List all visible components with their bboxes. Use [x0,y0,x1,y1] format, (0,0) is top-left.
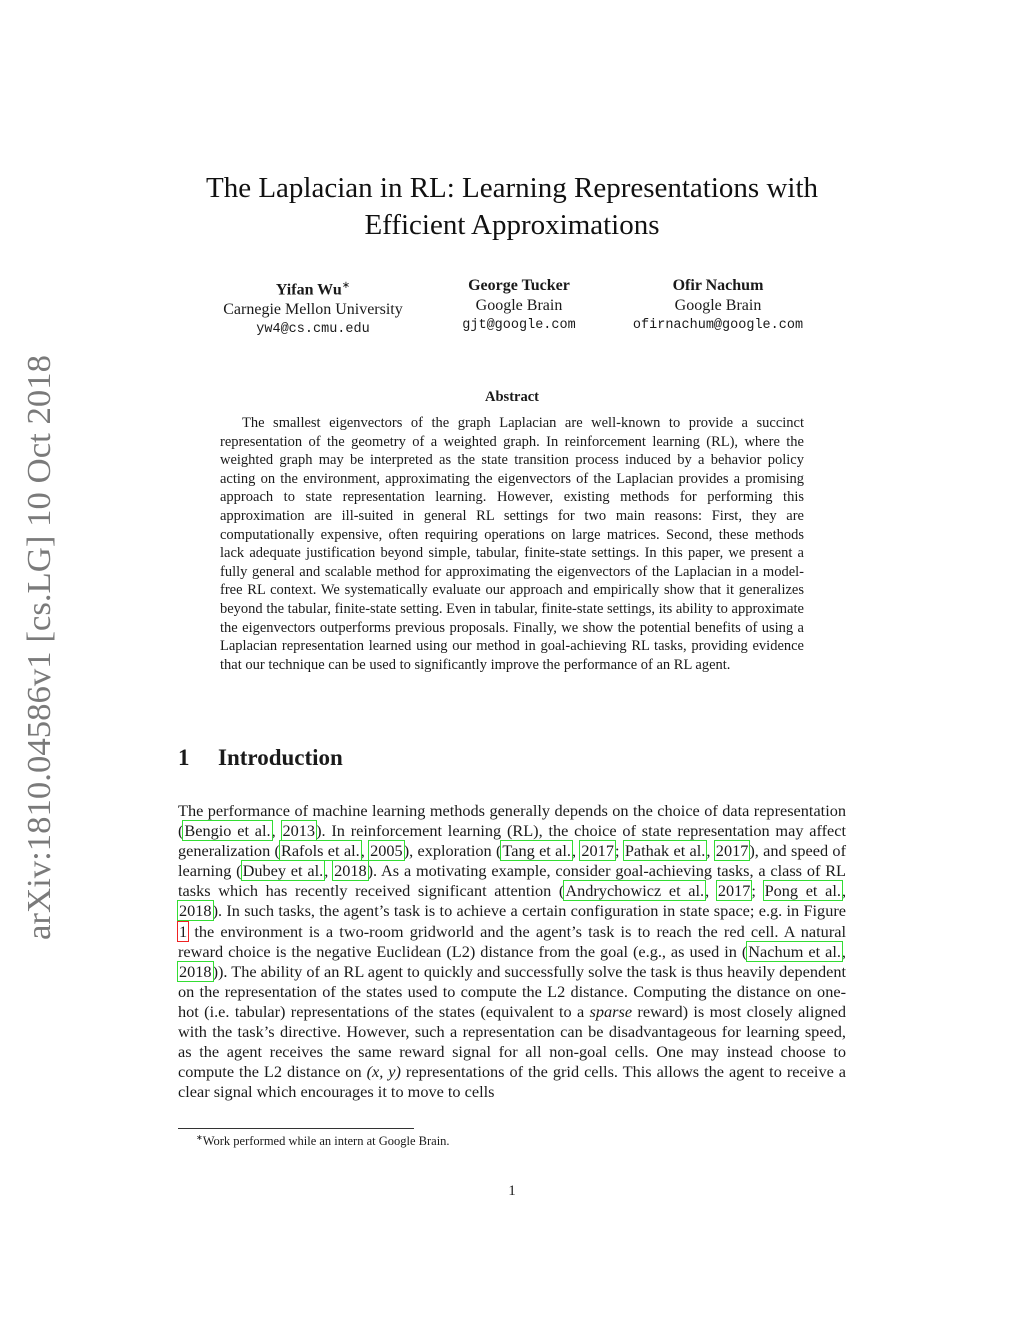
footnote-divider [178,1128,414,1129]
intro-text: ), exploration ( [403,841,502,861]
author-1 [203,276,423,340]
footnote-marker: ∗ [341,280,351,291]
intro-text: reward) is most closely aligned with the task’s directive. However, such a representation can be disadvantageous for learning speed, as the agent receives the same reward signal for all non-goal cells. One may instead choose to compute the L2 distance on [178,1001,847,1082]
citation-year-link[interactable]: 2013 [282,821,316,841]
author-name: George Tucker [468,277,570,294]
citation-year-link[interactable]: 2017 [715,841,749,861]
author-affiliation: Google Brain [475,297,563,314]
title-line-2: Efficient Approximations [364,209,660,241]
footnote-marker: ∗ [196,1133,203,1142]
citation-year-link[interactable]: 2005 [370,841,403,861]
intro-text: ). In reinforcement learning (RL), the choice of state representation may affect generalization ( [178,821,847,861]
citation-link[interactable]: Pong et al. [764,881,841,901]
title-line-1: The Laplacian in RL: Learning Representations with [205,172,819,204]
author-affiliation: Google Brain [674,297,762,314]
author-email[interactable]: ofirnachum@google.com [632,318,804,333]
math-xy: (x, y) [366,1062,401,1082]
citation-link[interactable]: Nachum et al. [748,941,841,961]
introduction-paragraph: The performance of machine learning methods generally depends on the choice of data representation (Bengio et al., 2013). In reinforcement learning (RL), the choice of state representation may affect generalization (Rafols et al., 2005), exploration (Tang et al., 2017; Pathak et al., 2017), and speed of learning (Dubey et al., 2018). As a motivating example, consider goal-achieving tasks, a class of RL tasks which has recently received significant attention (Andrychowicz et al., 2017; Pong et al., 2018). In such tasks, the agent’s task is to achieve a certain configuration in state space; e.g. in Figure 1 the environment is a two-room gridworld and the agent’s task is to reach the red cell. A natural reward choice is the negative Euclidean (L2) distance from the goal (e.g., as used in (Nachum et al., 2018)). The ability of an RL agent to quickly and successfully solve the task is thus heavily dependent on the representation of the states used to compute the L2 distance. Computing the distance on one-hot (i.e. tabular) representations of the states (equivalent to a sparse reward) is most closely aligned with the task’s directive. However, such a representation can be disadvantageous for learning speed, as the agent receives the same reward signal for all non-goal cells. One may instead choose to compute the L2 distance on (x, y) representations of the grid cells. This allows the agent to receive a clear signal which encourages it to move to cells [178,801,847,1102]
section-heading [178,745,343,771]
abstract-heading: Abstract [485,389,539,405]
author-2 [429,276,609,336]
emphasis-sparse: sparse [589,1001,633,1021]
author-email[interactable]: yw4@cs.cmu.edu [256,322,370,338]
citation-year-link[interactable]: 2017 [717,881,751,901]
page-number: 1 [508,1183,516,1199]
author-name: Ofir Nachum [672,277,764,294]
citation-year-link[interactable]: 2017 [581,841,614,861]
intro-text: ). As a motivating example, consider goal-achieving tasks, a class of RL tasks which has recently received significant attention ( [178,861,846,901]
section-number: 1 [178,745,190,770]
intro-text: The performance of machine learning methods generally depends on the choice of data representation ( [178,801,846,841]
citation-link[interactable]: Pathak et al. [624,841,706,861]
intro-text: ; [751,881,764,901]
intro-text: ), and speed of learning ( [178,841,846,881]
citation-link[interactable]: Tang et al. [502,841,571,861]
author-email[interactable]: gjt@google.com [462,318,576,333]
citation-link[interactable]: Andrychowicz et al. [565,881,705,901]
arxiv-identifier-stamp [18,355,58,940]
arxiv-stamp-text: arXiv:1810.04586v1 [cs.LG] 10 Oct 2018 [21,367,58,940]
section-title: Introduction [218,745,343,770]
figure-reference-link[interactable]: 1 [179,921,188,941]
abstract-text: The smallest eigenvectors of the graph Laplacian are well-known to provide a succinct representation of the geometry of a weighted graph. In reinforcement learning (RL), where the weighted graph may be interpreted as the state transition process induced by a behavior policy acting on the environment, approximating the eigenvectors of the Laplacian provides a promising approach to state representation learning. However, existing methods for performing this approximation are ill-suited in general RL settings for two main reasons: First, they are computationally expensive, often requiring operations on large matrices. Second, these methods lack adequate justification beyond simple, tabular, finite-state settings. In this paper, we present a fully general and scalable method for approximating the eigenvectors of the Laplacian in a model-free RL context. We systematically evaluate our approach and empirically show that it generalizes beyond the tabular, finite-state setting. Even in tabular, finite-state settings, its ability to approximate the eigenvectors outperforms previous proposals. Finally, we show the potential benefits of using a Laplacian representation learned using our method in goal-achieving RL tasks, providing evidence that our technique can be used to significantly improve the performance of an RL agent. [220,415,804,673]
intro-text: )). The ability of an RL agent to quickly and successfully solve the task is thus heavily dependent on the representation of the states used to compute the L2 distance. Computing the distance on one-hot (i.e. tabular) representations of the states (equivalent to a [178,961,846,1021]
author-affiliation: Carnegie Mellon University [223,301,403,319]
citation-link[interactable]: Dubey et al. [242,861,324,881]
paper-title [0,170,1024,244]
citation-year-link[interactable]: 2018 [179,901,212,921]
citation-year-link[interactable]: 2018 [334,861,367,881]
citation-link[interactable]: Bengio et al. [184,821,271,841]
footnote-text: Work performed while an intern at Google Brain. [202,1134,450,1149]
intro-text: ). In such tasks, the agent’s task is to achieve a certain configuration in state space; e.g. in Figure [212,901,846,921]
citation-link[interactable]: Rafols et al. [280,841,360,861]
citation-year-link[interactable]: 2018 [179,961,212,981]
author-name: Yifan Wu [275,281,342,299]
intro-text: the environment is a two-room gridworld and the agent’s task is to reach the red cell. A natural reward choice is the negative Euclidean (L2) distance from the goal (e.g., as used in ( [178,921,846,961]
author-3 [618,276,818,336]
intro-text: ; [614,841,624,861]
intro-text: representations of the grid cells. This allows the agent to receive a clear signal which encourages it to move to cells [178,1062,847,1102]
footnote [196,1133,450,1149]
